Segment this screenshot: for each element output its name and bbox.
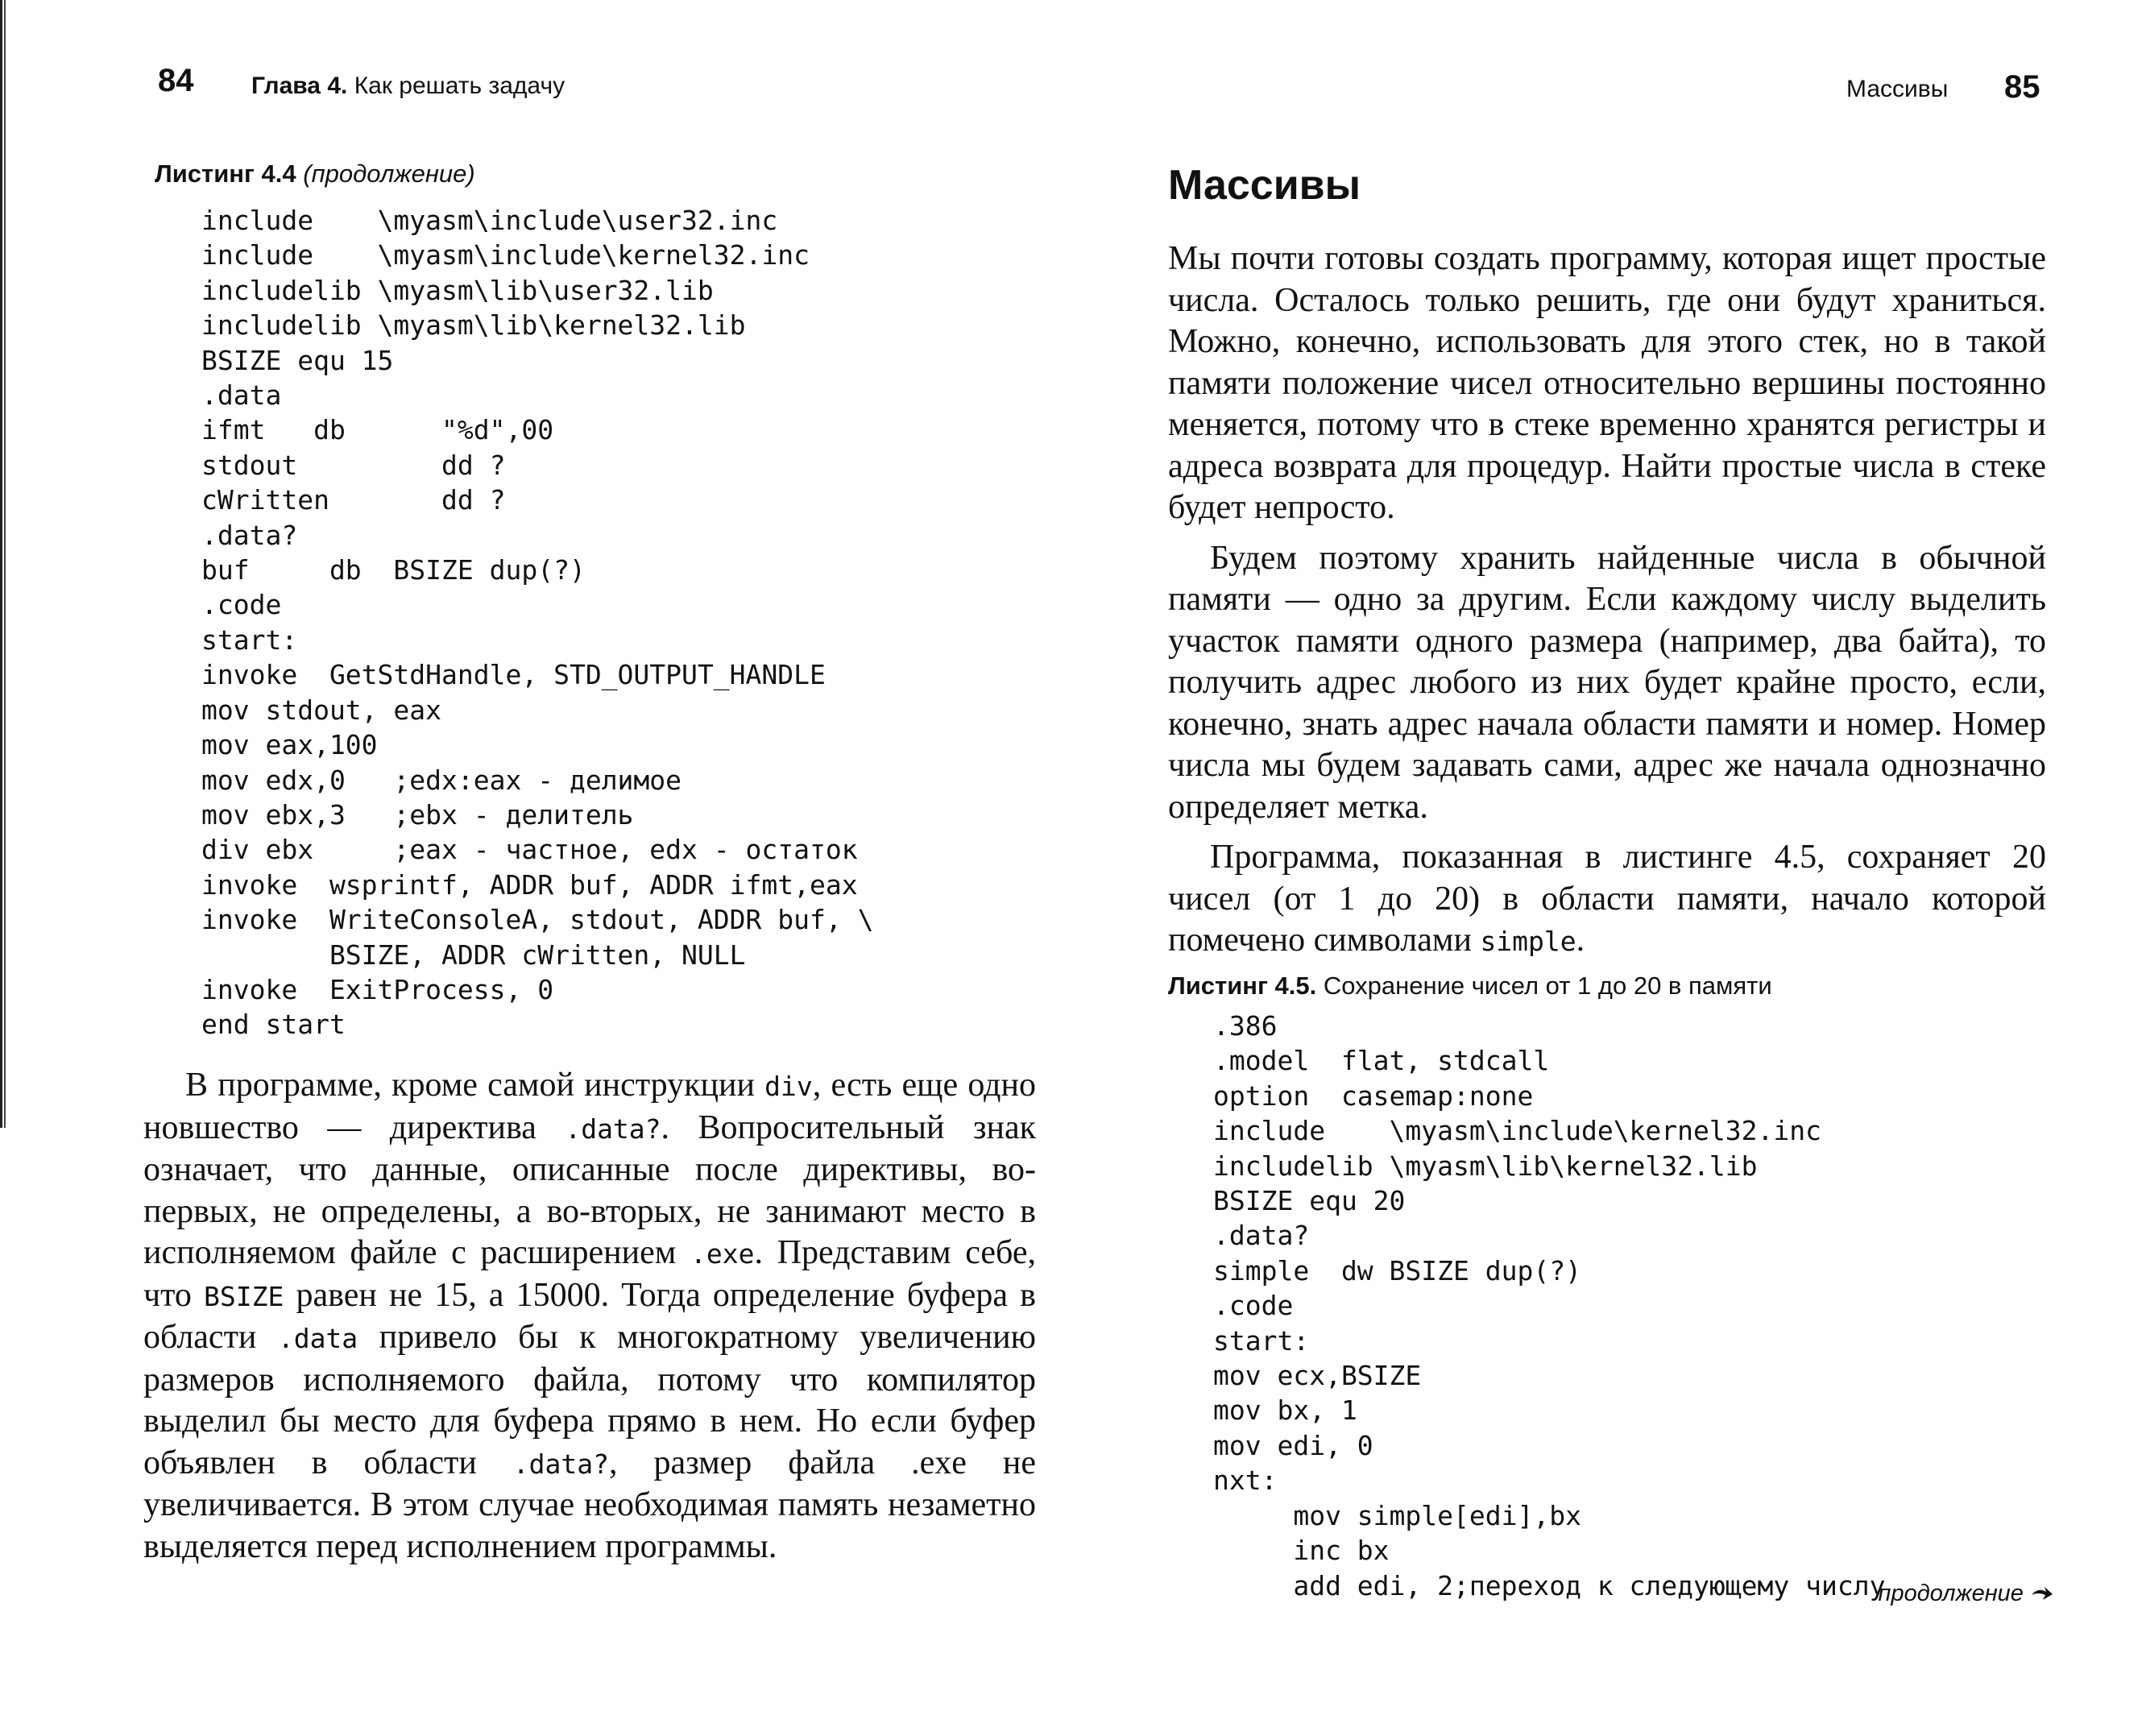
- listing-4-4-code-line: .data?: [201, 519, 298, 551]
- listing-4-5-code-line: simple dw BSIZE dup(?): [1213, 1254, 1581, 1286]
- listing-4-4-code-line: include \myasm\include\user32.inc: [201, 205, 778, 236]
- paragraph-text: Программа, показанная в листинге 4.5, сохраняет 20 чисел (от 1 до 20) в области памяти, начало которой помечено символами: [1168, 839, 2046, 959]
- listing-4-5-code-line: mov edi, 0: [1213, 1429, 1373, 1461]
- listing-4-5-code-line: mov bx, 1: [1213, 1394, 1357, 1427]
- paragraph-3: [1168, 837, 2046, 963]
- inline-code: .data?: [512, 1448, 609, 1480]
- inline-code: .data?: [565, 1112, 661, 1145]
- listing-4-4-code-line: ifmt db "%d",00: [201, 414, 554, 446]
- inline-code: BSIZE: [204, 1280, 284, 1312]
- listing-4-5-code-line: .model flat, stdcall: [1213, 1045, 1550, 1077]
- listing-4-5-code-line: include \myasm\include\kernel32.inc: [1213, 1115, 1821, 1147]
- listing-4-5-code-line: option casemap:none: [1213, 1079, 1534, 1112]
- paragraph-1: Мы почти готовы создать программу, которая ищет простые числа. Осталось только решить, где они будут храниться. Можно, конечно, использовать для этого стек, но в такой памяти положение чисел относительно вершины постоянно меняется, потому что в стеке временно хранятся регистры и адреса возврата для процедур. Найти простые числа в стеке будет непросто.: [1168, 240, 2046, 526]
- listing-4-4-code-line: start:: [201, 624, 298, 656]
- left-running-head: [251, 73, 565, 100]
- paragraph-text: .: [1576, 922, 1585, 959]
- listing-4-5-caption: [1168, 972, 1772, 1001]
- left-page: [137, 0, 1047, 1736]
- paragraph-text: . Вопросительный знак означает, что данные, описанные после директивы, во-первых, не определены, а во-вторых, не занимают место в исполняемом файле с расширением: [143, 1108, 1036, 1271]
- listing-4-4-code-line: invoke GetStdHandle, STD_OUTPUT_HANDLE: [201, 659, 826, 691]
- listing-4-4-code-line: includelib \myasm\lib\user32.lib: [201, 274, 714, 306]
- left-page-header: [137, 63, 1047, 111]
- listing-4-5-code-line: add edi, 2;переход к следующему числу: [1213, 1569, 1886, 1601]
- listing-4-4-code-line: mov eax,100: [201, 729, 378, 761]
- paragraph-text: , есть еще одно новшество — директива: [143, 1067, 1036, 1146]
- section-title: Массивы: [1168, 162, 1361, 209]
- right-page-header: [1168, 63, 2054, 111]
- listing-4-4-code-line: end start: [201, 1009, 346, 1041]
- paragraph-text: привело бы к многократному увеличению размеров исполняемого файла, потому что компилятор выделил бы место для буфера прямо в нем. Но если буфер объявлен в области: [143, 1319, 1036, 1481]
- continued-marker: [1879, 1581, 2054, 1607]
- right-page-number: 85: [2004, 69, 2040, 105]
- inline-code: simple: [1480, 926, 1576, 957]
- book-spine-edge: [0, 0, 6, 1128]
- listing-4-5-code-line: .code: [1213, 1290, 1294, 1322]
- listing-caption-note: (продолжение): [303, 160, 475, 188]
- listing-4-4-code-line: invoke WriteConsoleA, stdout, ADDR buf, \: [201, 904, 874, 936]
- listing-4-5-code-line: nxt:: [1213, 1465, 1278, 1497]
- paragraph-text: В программе, кроме самой инструкции: [185, 1067, 765, 1104]
- listing-4-4-caption: [155, 160, 475, 189]
- continued-label: продолжение: [1878, 1581, 2024, 1606]
- running-head-title: Как решать задачу: [354, 73, 566, 99]
- right-page-text: [1168, 238, 2046, 963]
- listing-4-5-code-line: start:: [1213, 1324, 1310, 1357]
- listing-4-4-code-line: invoke ExitProcess, 0: [201, 973, 554, 1005]
- paragraph-2: Будем поэтому хранить найденные числа в обычной памяти — одно за другим. Если каждому числу выделить участок памяти одного размера (например, два байта), то получить адрес любого из них будет крайне просто, если, конечно, знать адрес начала области памяти и номер. Номер числа мы будем задавать сами, адрес же начала однозначно определяет метка.: [1168, 539, 2046, 826]
- listing-4-5-code-line: mov simple[edi],bx: [1213, 1499, 1581, 1531]
- listing-4-4-code-line: mov edx,0 ;edx:eax - делимое: [201, 764, 682, 796]
- paragraph-text: равен не 15, а 15000. Тогда определение буфера в области: [143, 1276, 1036, 1356]
- left-page-paragraph: [143, 1065, 1036, 1568]
- listing-caption-label: Листинг 4.4: [155, 160, 296, 188]
- listing-4-4-code-line: invoke wsprintf, ADDR buf, ADDR ifmt,eax: [201, 868, 858, 901]
- listing-4-5-code: [1213, 1009, 1885, 1603]
- listing-4-4-code-line: div ebx ;eax - частное, edx - остаток: [201, 834, 858, 866]
- listing-4-4-code: [201, 203, 873, 1042]
- listing-4-5-code-line: mov ecx,BSIZE: [1213, 1360, 1422, 1392]
- listing-4-4-code-line: includelib \myasm\lib\kernel32.lib: [201, 309, 746, 342]
- listing-4-4-code-line: .data: [201, 379, 282, 412]
- listing-caption-label: Листинг 4.5.: [1168, 972, 1317, 1000]
- inline-code: .data: [277, 1323, 358, 1354]
- listing-4-5-code-line: BSIZE equ 20: [1213, 1185, 1406, 1217]
- right-page: [1168, 0, 2054, 1736]
- paragraph-text: . Представим себе, что: [143, 1234, 1036, 1314]
- inline-code: div: [764, 1071, 813, 1102]
- paragraph-text: , размер файла .exe не увеличивается. В этом случае необходимая память незаметно выделяется перед исполнением программы.: [143, 1444, 1036, 1565]
- listing-4-4-code-line: .code: [201, 589, 282, 621]
- listing-4-4-code-line: mov stdout, eax: [201, 694, 442, 726]
- listing-4-4-code-line: buf db BSIZE dup(?): [201, 554, 586, 586]
- listing-4-4-code-line: include \myasm\include\kernel32.inc: [201, 239, 810, 271]
- right-running-head: Массивы: [1846, 76, 1949, 102]
- inline-code: .exe: [690, 1238, 755, 1270]
- continued-arrow-icon: [2030, 1584, 2054, 1605]
- listing-4-4-code-line: BSIZE, ADDR cWritten, NULL: [201, 938, 746, 971]
- listing-caption-title: Сохранение чисел от 1 до 20 в памяти: [1323, 972, 1772, 1000]
- listing-4-4-code-line: cWritten dd ?: [201, 484, 506, 516]
- listing-4-4-code-line: stdout dd ?: [201, 449, 506, 481]
- running-head-chapter: Глава 4.: [251, 73, 348, 99]
- listing-4-5-code-line: inc bx: [1213, 1535, 1390, 1567]
- listing-4-4-code-line: mov ebx,3 ;ebx - делитель: [201, 798, 634, 831]
- left-page-number: 84: [158, 63, 194, 98]
- listing-4-5-code-line: .386: [1213, 1010, 1278, 1042]
- listing-4-5-code-line: .data?: [1213, 1220, 1310, 1252]
- listing-4-4-code-line: BSIZE equ 15: [201, 344, 394, 376]
- listing-4-5-code-line: includelib \myasm\lib\kernel32.lib: [1213, 1150, 1758, 1182]
